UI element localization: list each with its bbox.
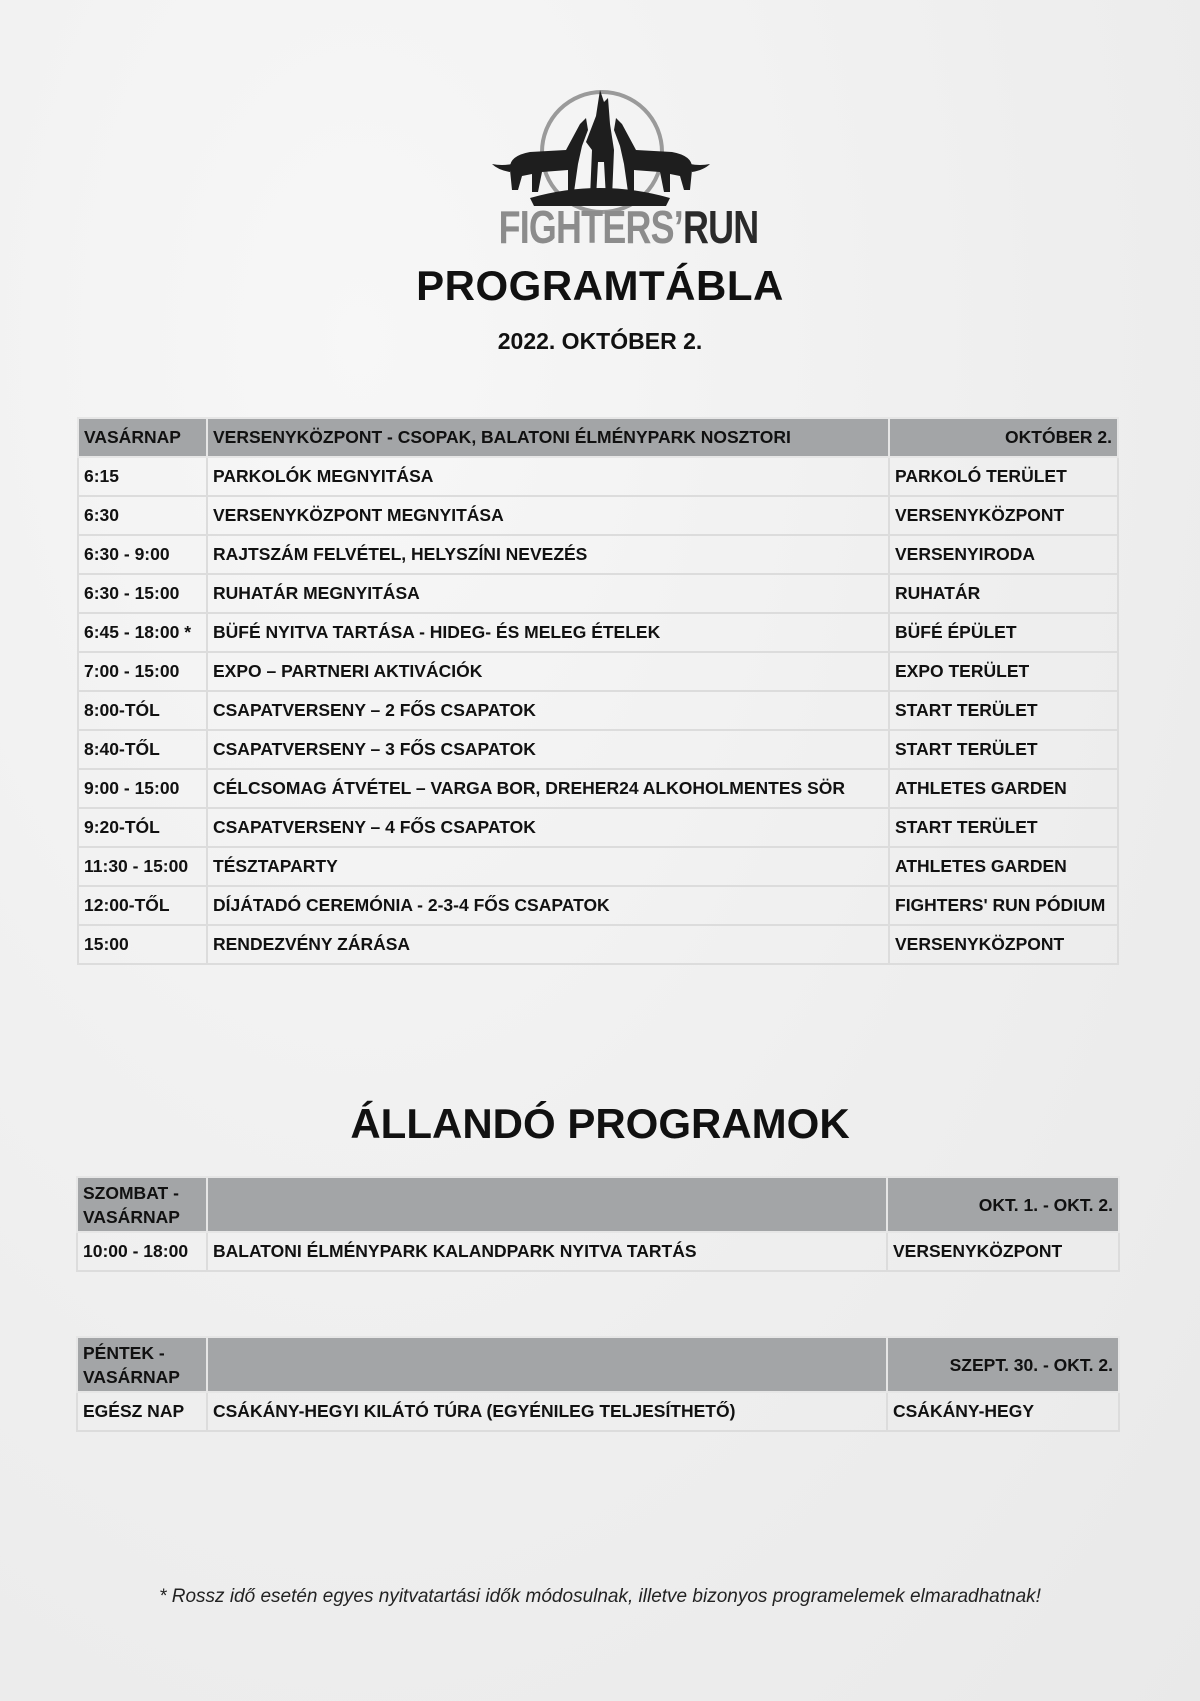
row-time: 6:30 - 9:00 [78, 535, 207, 574]
table-row [77, 1232, 1119, 1271]
row-time: 9:20-TÓL [78, 808, 207, 847]
permanent-header-empty [207, 1337, 887, 1392]
schedule-table [77, 417, 1119, 965]
table-row [78, 535, 1118, 574]
permanent-day-range [77, 1337, 207, 1392]
table-row [78, 691, 1118, 730]
event-date: 2022. OKTÓBER 2. [497, 328, 703, 354]
row-time: 6:30 - 15:00 [78, 574, 207, 613]
permanent-header-empty [207, 1177, 887, 1232]
row-program: PARKOLÓK MEGNYITÁSA [207, 457, 889, 496]
day-line-1: PÉNTEK - [83, 1342, 165, 1363]
table-row [78, 769, 1118, 808]
day-line-2: VASÁRNAP [83, 1206, 180, 1227]
row-time: 12:00-TŐL [78, 886, 207, 925]
permanent-programs-title: ÁLLANDÓ PROGRAMOK [350, 1100, 850, 1147]
row-location: FIGHTERS' RUN PÓDIUM [889, 886, 1118, 925]
row-location: EXPO TERÜLET [889, 652, 1118, 691]
row-location: RUHATÁR [889, 574, 1118, 613]
row-time: 10:00 - 18:00 [77, 1232, 207, 1271]
table-row [78, 613, 1118, 652]
brand-part2: RUN [682, 201, 759, 253]
table-row [78, 496, 1118, 535]
row-program: RUHATÁR MEGNYITÁSA [207, 574, 889, 613]
row-program: BÜFÉ NYITVA TARTÁSA - HIDEG- ÉS MELEG ÉTELEK [207, 613, 889, 652]
brand-part1: FIGHTERS’ [498, 201, 683, 253]
header-date: OKTÓBER 2. [889, 418, 1118, 457]
table-row [77, 1392, 1119, 1431]
permanent-date-range: OKT. 1. - OKT. 2. [887, 1177, 1119, 1232]
row-program: CSAPATVERSENY – 4 FŐS CSAPATOK [207, 808, 889, 847]
row-program: EXPO – PARTNERI AKTIVÁCIÓK [207, 652, 889, 691]
day-line-1: SZOMBAT - [83, 1182, 179, 1203]
table-row [78, 847, 1118, 886]
row-time: 11:30 - 15:00 [78, 847, 207, 886]
row-location: ATHLETES GARDEN [889, 847, 1118, 886]
permanent-header-row [77, 1177, 1119, 1232]
row-time: 6:45 - 18:00 * [78, 613, 207, 652]
table-row [78, 730, 1118, 769]
row-program: CSAPATVERSENY – 2 FŐS CSAPATOK [207, 691, 889, 730]
permanent-date-range: SZEPT. 30. - OKT. 2. [887, 1337, 1119, 1392]
row-program: DÍJÁTADÓ CEREMÓNIA - 2-3-4 FŐS CSAPATOK [207, 886, 889, 925]
brand-logo-text [498, 200, 759, 254]
row-location: BÜFÉ ÉPÜLET [889, 613, 1118, 652]
row-time: 15:00 [78, 925, 207, 964]
row-location: VERSENYKÖZPONT [887, 1232, 1119, 1271]
row-time: 6:30 [78, 496, 207, 535]
permanent-day-range [77, 1177, 207, 1232]
row-time: 8:00-TÓL [78, 691, 207, 730]
permanent-header-row [77, 1337, 1119, 1392]
row-location: START TERÜLET [889, 730, 1118, 769]
row-location: START TERÜLET [889, 691, 1118, 730]
permanent-table-weekend [76, 1176, 1120, 1272]
day-line-2: VASÁRNAP [83, 1366, 180, 1387]
row-location: VERSENYIRODA [889, 535, 1118, 574]
table-row [78, 808, 1118, 847]
header-day: VASÁRNAP [78, 418, 207, 457]
row-program: CSAPATVERSENY – 3 FŐS CSAPATOK [207, 730, 889, 769]
schedule-header-row [78, 418, 1118, 457]
row-location: VERSENYKÖZPONT [889, 925, 1118, 964]
row-time: EGÉSZ NAP [77, 1392, 207, 1431]
table-row [78, 574, 1118, 613]
header-venue: VERSENYKÖZPONT - CSOPAK, BALATONI ÉLMÉNYPARK NOSZTORI [207, 418, 889, 457]
row-time: 7:00 - 15:00 [78, 652, 207, 691]
row-time: 6:15 [78, 457, 207, 496]
table-row [78, 652, 1118, 691]
row-location: ATHLETES GARDEN [889, 769, 1118, 808]
table-row [78, 886, 1118, 925]
row-location: CSÁKÁNY-HEGY [887, 1392, 1119, 1431]
table-row [78, 925, 1118, 964]
row-time: 9:00 - 15:00 [78, 769, 207, 808]
row-program: CSÁKÁNY-HEGYI KILÁTÓ TÚRA (EGYÉNILEG TELJESÍTHETŐ) [207, 1392, 887, 1431]
row-location: VERSENYKÖZPONT [889, 496, 1118, 535]
row-program: TÉSZTAPARTY [207, 847, 889, 886]
row-program: BALATONI ÉLMÉNYPARK KALANDPARK NYITVA TARTÁS [207, 1232, 887, 1271]
row-program: RAJTSZÁM FELVÉTEL, HELYSZÍNI NEVEZÉS [207, 535, 889, 574]
weather-footnote: * Rossz idő esetén egyes nyitvatartási idők módosulnak, illetve bizonyos programelemek elmaradhatnak! [159, 1586, 1041, 1607]
row-time: 8:40-TŐL [78, 730, 207, 769]
row-program: RENDEZVÉNY ZÁRÁSA [207, 925, 889, 964]
permanent-table-hike [76, 1336, 1120, 1432]
page-title: PROGRAMTÁBLA [416, 262, 784, 309]
table-row [78, 457, 1118, 496]
row-program: VERSENYKÖZPONT MEGNYITÁSA [207, 496, 889, 535]
row-location: PARKOLÓ TERÜLET [889, 457, 1118, 496]
row-program: CÉLCSOMAG ÁTVÉTEL – VARGA BOR, DREHER24 ALKOHOLMENTES SÖR [207, 769, 889, 808]
row-location: START TERÜLET [889, 808, 1118, 847]
